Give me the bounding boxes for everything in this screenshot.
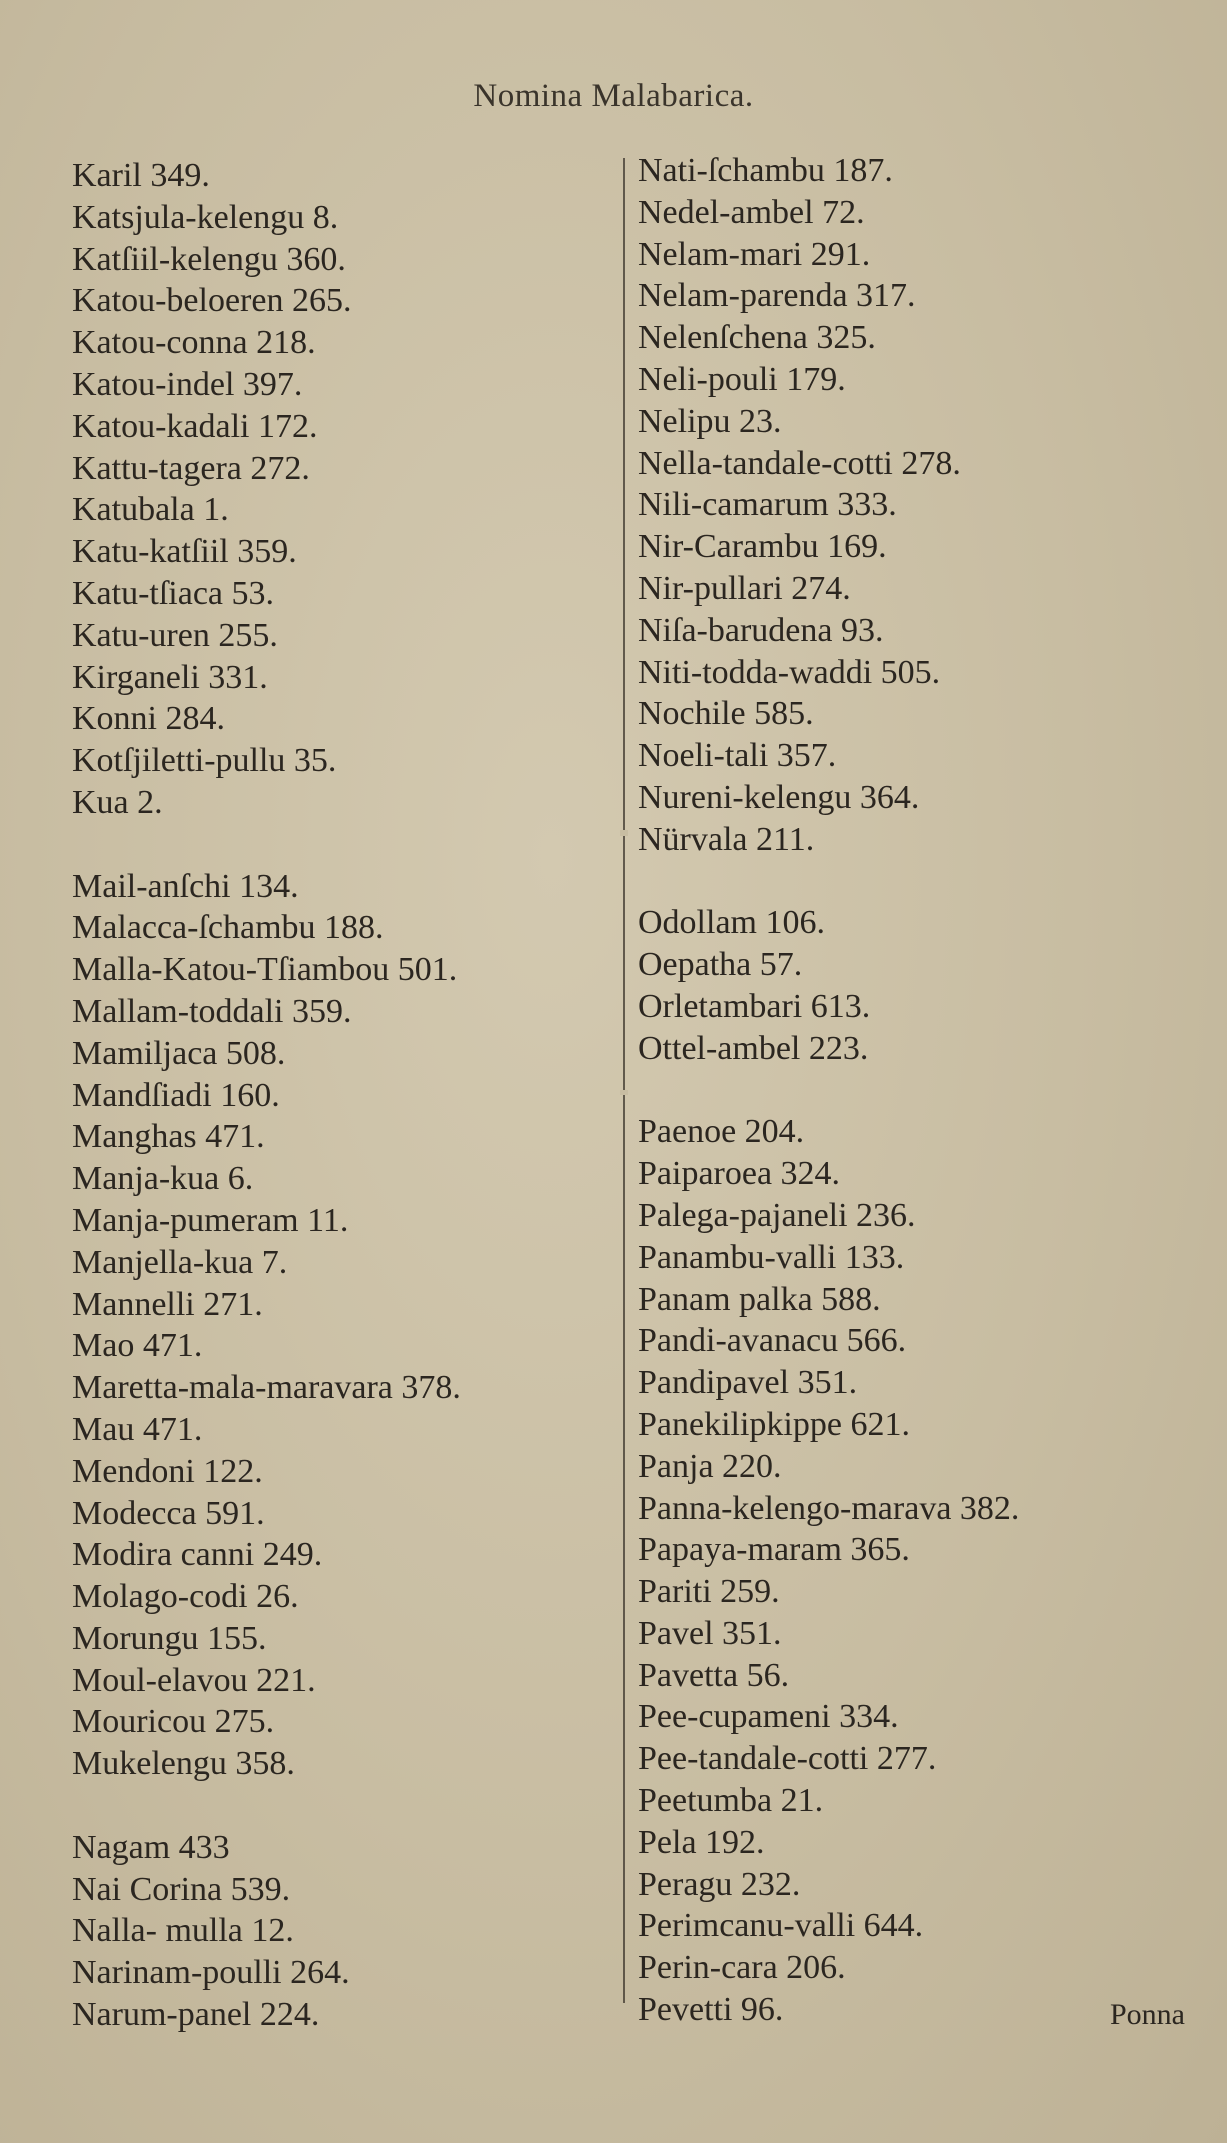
index-entry: Mao 471. [72,1327,203,1365]
index-entry: Kua 2. [72,783,163,821]
left-column-index [72,155,612,2036]
index-entry: Modira canni 249. [72,1536,323,1574]
index-entry: Moul-elavou 221. [72,1661,316,1699]
index-entry: Nochile 585. [638,695,814,733]
index-entry: Narum-panel 224. [72,1996,320,2034]
index-entry: Kattu-tagera 272. [72,449,310,487]
index-entry: Panekilipkippe 621. [638,1405,910,1443]
index-entry: Nureni-kelengu 364. [638,778,920,816]
index-entry: Palega-pajaneli 236. [638,1196,916,1234]
index-entry: Oepatha 57. [638,946,803,984]
index-entry: Panambu-valli 133. [638,1238,905,1276]
index-entry: Pee-tandale-cotti 277. [638,1740,937,1778]
index-entry: Katou-indel 397. [72,365,303,403]
index-entry: Kirganeli 331. [72,658,268,696]
index-entry: Odollam 106. [638,904,825,942]
index-entry: Modecca 591. [72,1494,265,1532]
index-entry: Peragu 232. [638,1865,801,1903]
catchword: Ponna [1110,1998,1185,2031]
index-entry: Mau 471. [72,1410,203,1448]
divider-gap [620,1090,628,1095]
index-entry: Nir-Carambu 169. [638,528,887,566]
index-entry: Manja-pumeram 11. [72,1201,349,1239]
index-entry: Peetumba 21. [638,1782,824,1820]
index-entry: Malla-Katou-Tſiambou 501. [72,951,458,989]
index-entry: Panja 220. [638,1447,782,1485]
index-entry: Pandi-avanacu 566. [638,1322,907,1360]
index-entry: Karil 349. [72,157,210,194]
index-entry: Niti-todda-waddi 505. [638,653,941,691]
index-entry: Katu-uren 255. [72,616,278,654]
index-entry: Ottel-ambel 223. [638,1029,869,1067]
index-entry: Nagam 433 [72,1828,230,1866]
index-entry: Mamiljaca 508. [72,1034,286,1072]
index-entry: Malacca-ſchambu 188. [72,909,384,947]
index-entry: Noeli-tali 357. [638,737,837,775]
index-entry: Paenoe 204. [638,1113,805,1151]
index-entry: Mendoni 122. [72,1452,263,1490]
index-entry: Pela 192. [638,1823,765,1861]
index-entry: Nella-tandale-cotti 278. [638,444,961,482]
index-entry: Morungu 155. [72,1619,267,1657]
index-entry: Manjella-kua 7. [72,1243,288,1281]
index-entry: Molago-codi 26. [72,1578,299,1616]
section-spacer [72,1785,612,1827]
index-entry: Perin-cara 206. [638,1949,846,1987]
index-entry: Paiparoea 324. [638,1155,841,1193]
index-entry: Katu-tſiaca 53. [72,574,275,612]
index-entry: Kotſjiletti-pullu 35. [72,742,337,780]
index-entry: Maretta-mala-maravara 378. [72,1369,461,1407]
page-title: Nomina Malabarica. [473,78,754,114]
index-entry: Nati-ſchambu 187. [638,152,893,189]
index-entry: Katsjula-kelengu 8. [72,198,339,236]
section-spacer [638,861,1198,903]
index-entry: Panna-kelengo-marava 382. [638,1489,1020,1527]
index-entry: Nalla- mulla 12. [72,1912,294,1950]
index-entry: Nelenſchena 325. [638,319,876,357]
index-entry: Nürvala 211. [638,820,815,858]
index-entry: Katou-beloeren 265. [72,282,352,320]
index-entry: Nelam-mari 291. [638,235,871,273]
section-spacer [638,1070,1198,1112]
index-entry: Katubala 1. [72,491,229,529]
index-entry: Katu-katſiil 359. [72,533,297,571]
index-entry: Mukelengu 358. [72,1745,295,1783]
index-entry: Pee-cupameni 334. [638,1698,899,1736]
index-entry: Orletambari 613. [638,987,871,1025]
index-entry: Pevetti 96. [638,1991,784,2029]
index-entry: Nelam-parenda 317. [638,277,916,315]
index-entry: Niſa-barudena 93. [638,611,884,649]
index-entry: Neli-pouli 179. [638,360,846,398]
index-entry: Mail-anſchi 134. [72,867,299,905]
index-entry: Nai Corina 539. [72,1870,291,1908]
index-entry: Pariti 259. [638,1573,780,1611]
index-entry: Katou-conna 218. [72,324,316,362]
index-entry: Nir-pullari 274. [638,569,851,607]
index-entry: Mouricou 275. [72,1703,275,1741]
index-entry: Konni 284. [72,700,225,738]
index-entry: Pavetta 56. [638,1656,790,1694]
index-entry: Nelipu 23. [638,402,782,440]
index-entry: Mallam-toddali 359. [72,992,352,1030]
index-entry: Mandſiadi 160. [72,1076,280,1114]
index-entry: Panam palka 588. [638,1280,881,1318]
index-entry: Perimcanu-valli 644. [638,1907,924,1945]
index-entry: Pandipavel 351. [638,1364,858,1402]
index-entry: Mannelli 271. [72,1285,263,1323]
index-entry: Katou-kadali 172. [72,407,318,445]
right-column-index [638,150,1198,2031]
index-entry: Manghas 471. [72,1118,265,1156]
section-spacer [72,824,612,866]
index-entry: Pavel 351. [638,1614,782,1652]
index-entry: Narinam-poulli 264. [72,1954,350,1992]
divider-gap [620,830,628,836]
index-entry: Papaya-maram 365. [638,1531,910,1569]
index-entry: Nili-camarum 333. [638,486,897,524]
column-divider-rule [623,158,625,2003]
index-entry: Manja-kua 6. [72,1160,254,1198]
index-entry: Nedel-ambel 72. [638,193,865,231]
index-entry: Katſiil-kelengu 360. [72,240,346,278]
